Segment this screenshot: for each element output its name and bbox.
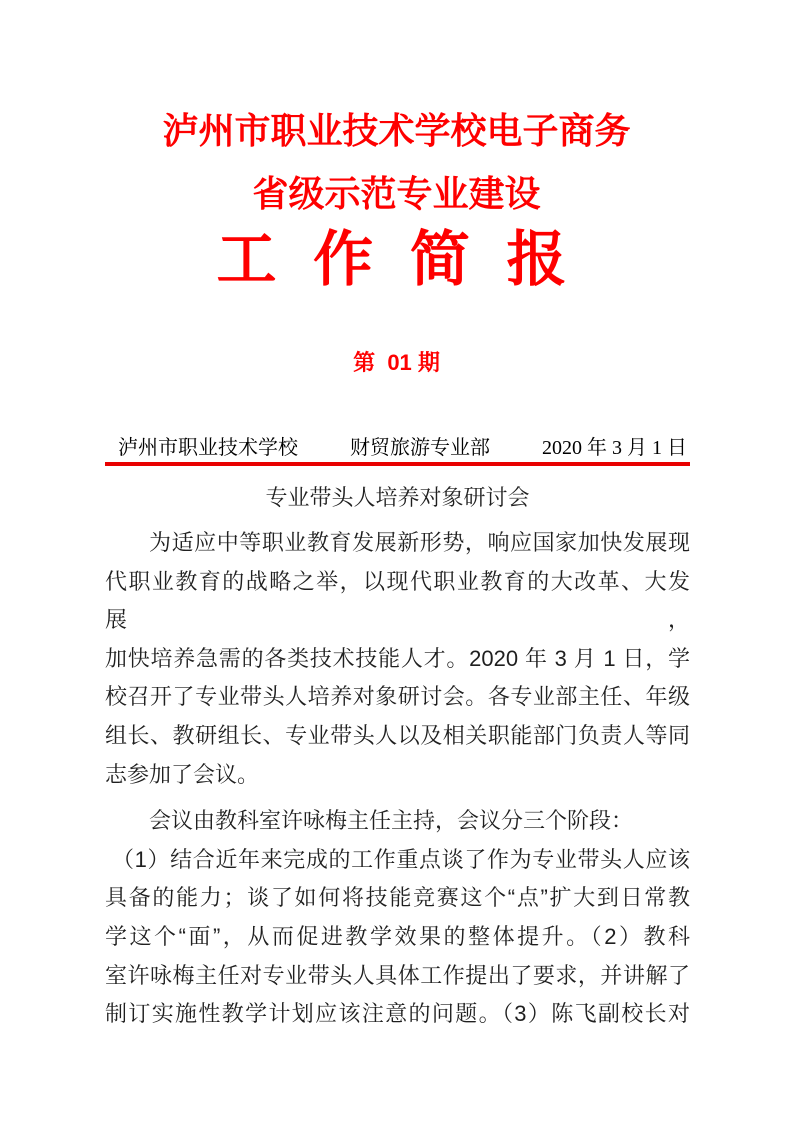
- body-line: 学这个“面”，从而促进教学效果的整体提升。（2）教科: [105, 923, 690, 949]
- article: [0, 484, 793, 1034]
- body-line: 校召开了专业带头人培养对象研讨会。各专业部主任、年级: [105, 684, 690, 710]
- body-line: 志参加了会议。: [105, 761, 260, 787]
- article-title: 专业带头人培养对象研讨会: [265, 485, 530, 510]
- red-divider-rule: [105, 462, 690, 466]
- body-line: 加快培养急需的各类技术技能人才。2020 年 3 月 1 日，学: [105, 645, 690, 671]
- publication-date: 2020 年 3 月 1 日: [542, 437, 687, 459]
- department-name: 财贸旅游专业部: [350, 437, 490, 459]
- body-line: 室许咏梅主任对专业带头人具体工作提出了要求，并讲解了: [105, 962, 690, 988]
- body-line: 组长、教研组长、专业带头人以及相关职能部门负责人等同: [105, 722, 690, 748]
- body-line: 为适应中等职业教育发展新形势，响应国家加快发展现: [149, 530, 690, 555]
- issue-number: 第 01 期: [353, 350, 440, 375]
- body-line: 制订实施性教学计划应该注意的问题。（3）陈飞副校长对: [105, 1001, 690, 1027]
- bulletin-title-line1: 泸州市职业技术学校电子商务: [162, 110, 631, 151]
- article-body: [105, 524, 690, 1034]
- body-line: 代职业教育的战略之举，以现代职业教育的大改革、大发展，: [105, 568, 690, 633]
- publisher-name: 泸州市职业技术学校: [118, 437, 298, 459]
- publication-info-row: [105, 435, 690, 461]
- body-line: 具备的能力；谈了如何将技能竞赛这个“点”扩大到日常教: [105, 885, 690, 911]
- bulletin-title-main: 工 作 简 报: [216, 226, 577, 293]
- masthead: [0, 0, 793, 376]
- body-line: 会议由教科室许咏梅主任主持，会议分三个阶段：: [149, 808, 634, 834]
- bulletin-title-line2: 省级示范专业建设: [252, 173, 541, 214]
- body-line: （1）结合近年来完成的工作重点谈了作为专业带头人应该: [112, 846, 690, 872]
